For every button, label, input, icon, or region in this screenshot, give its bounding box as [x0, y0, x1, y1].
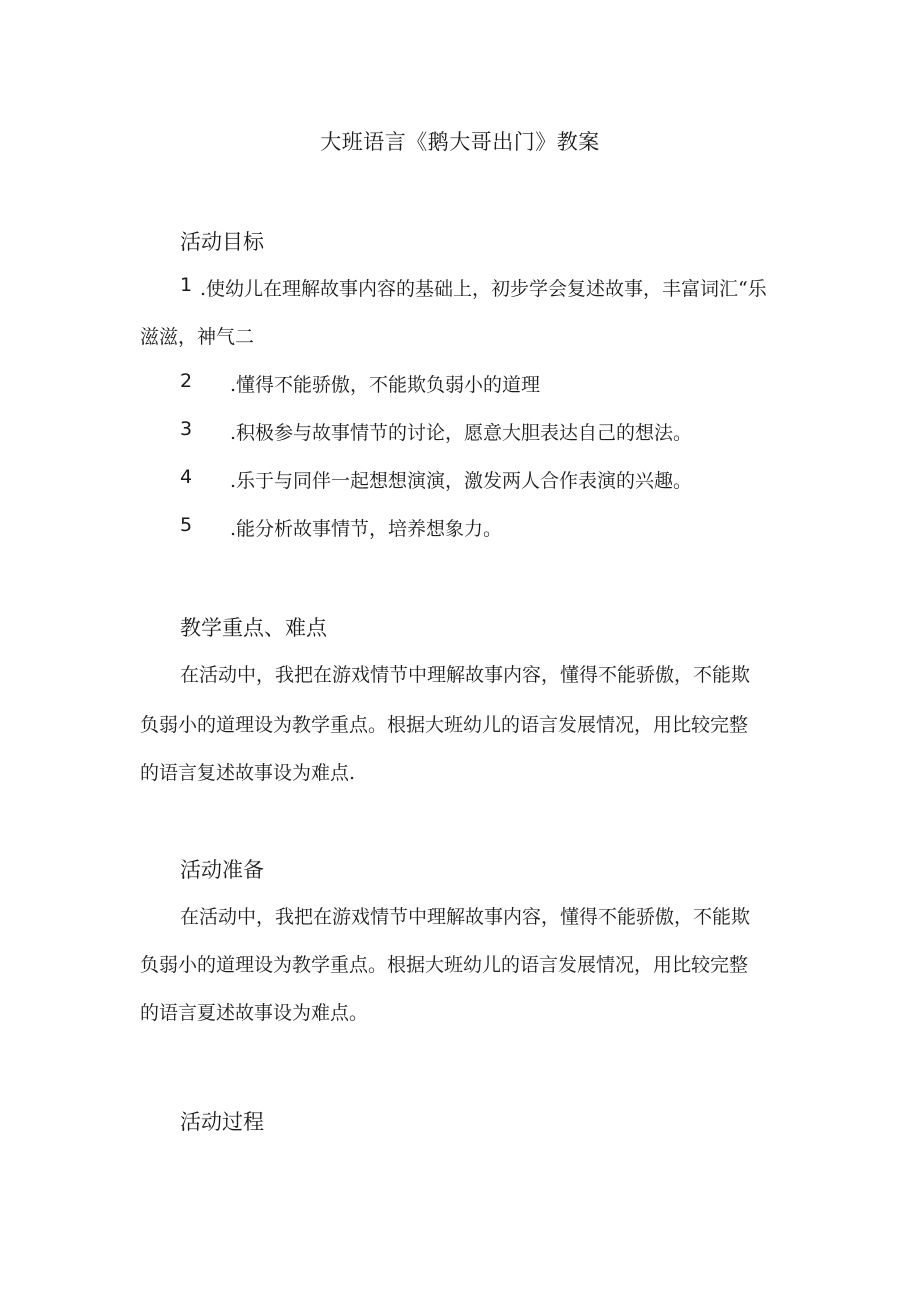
- goal-number-5: 5: [180, 514, 193, 536]
- goal-number-3: 3: [180, 418, 193, 440]
- key-points-paragraph-line3: 的语言复述故事设为难点.: [140, 762, 356, 784]
- section-heading-preparation: 活动准备: [180, 858, 264, 882]
- goal-number-2: 2: [180, 370, 193, 392]
- preparation-paragraph-line3: 的语言夏述故事设为难点。: [140, 1002, 369, 1024]
- key-points-paragraph-line1: 在活动中，我把在游戏情节中理解故事内容，懂得不能骄傲，不能欺: [180, 664, 751, 686]
- goal-text-5: .能分析故事情节，培养想象力。: [230, 518, 503, 540]
- preparation-paragraph-line2: 负弱小的道理设为教学重点。根据大班幼儿的语言发展情况，用比较完整: [140, 954, 749, 976]
- preparation-paragraph-line1: 在活动中，我把在游戏情节中理解故事内容，懂得不能骄傲，不能欺: [180, 906, 751, 928]
- goal-text-2: .懂得不能骄傲，不能欺负弱小的道理: [230, 374, 541, 396]
- goal-text-4: .乐于与同伴一起想想演演，激发两人合作表演的兴趣。: [230, 470, 693, 492]
- goal-text-1-line2: 滋滋，神气二: [140, 326, 255, 348]
- goal-number-4: 4: [180, 466, 193, 488]
- document-title: 大班语言《鹅大哥出门》教案: [320, 130, 600, 154]
- section-heading-process: 活动过程: [180, 1110, 264, 1134]
- goal-text-3: .积极参与故事情节的讨论，愿意大胆表达自己的想法。: [230, 422, 693, 444]
- section-heading-key-points: 教学重点、难点: [180, 616, 327, 640]
- key-points-paragraph-line2: 负弱小的道理设为教学重点。根据大班幼儿的语言发展情况，用比较完整: [140, 714, 749, 736]
- goal-text-1-line1: .使幼儿在理解故事内容的基础上，初步学会复述故事，丰富词汇“乐: [200, 278, 767, 300]
- section-heading-goals: 活动目标: [180, 230, 264, 254]
- goal-number-1: 1: [180, 274, 193, 296]
